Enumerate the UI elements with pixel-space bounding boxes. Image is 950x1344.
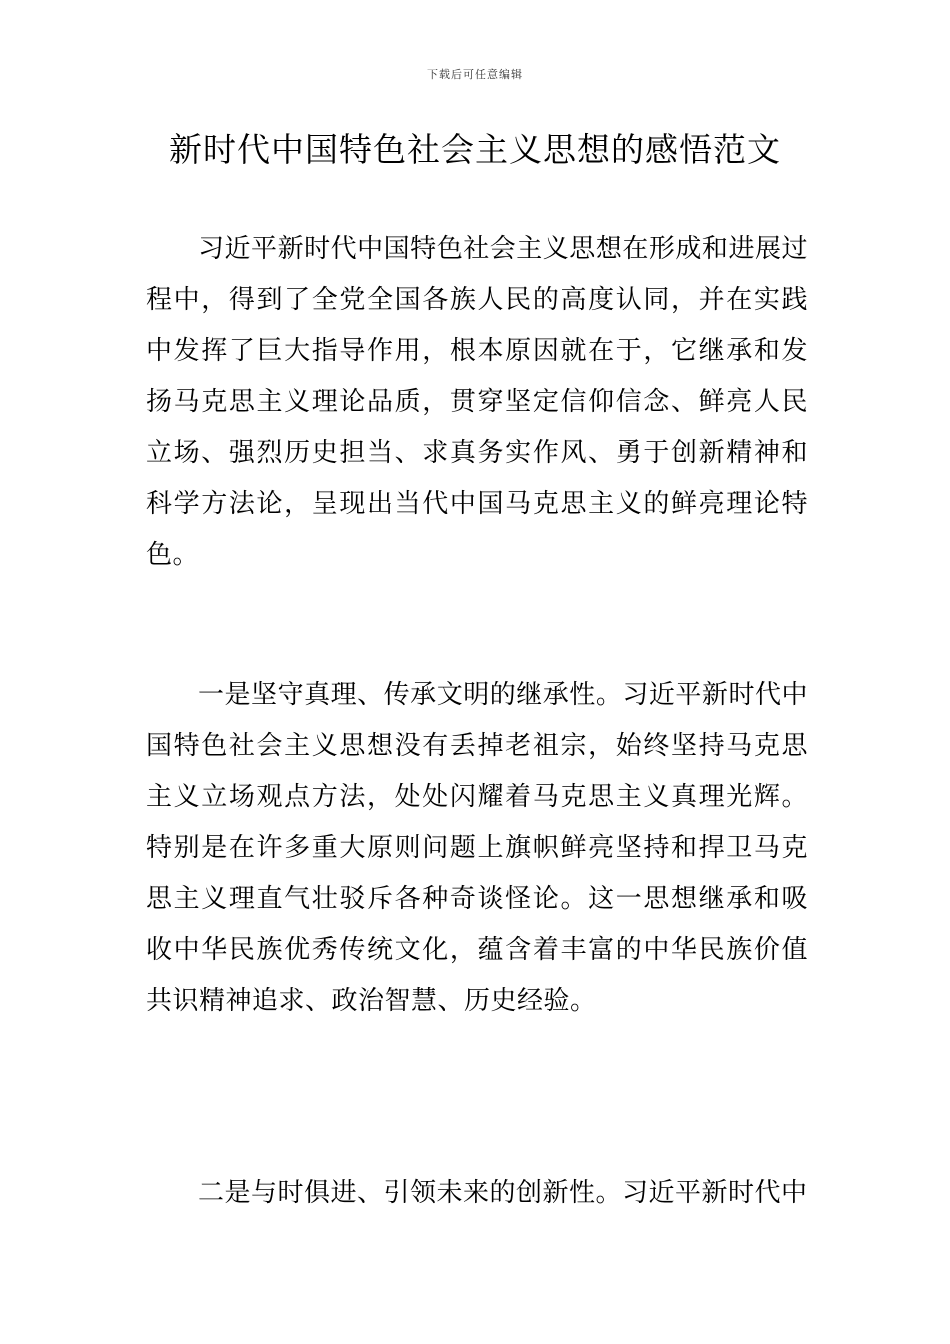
document-title: 新时代中国特色社会主义思想的感悟范文 xyxy=(169,130,781,169)
header-note: 下载后可任意编辑 xyxy=(427,68,523,81)
paragraph-point-one: 一是坚守真理、传承文明的继承性。习近平新时代中国特色社会主义思想没有丢掉老祖宗，始终坚持马克思主义立场观点方法，处处闪耀着马克思主义真理光辉。特别是在许多重大原则问题上旗帜鲜亮坚持和捍卫马克思主义理直气壮驳斥各种奇谈怪论。这一思想继承和吸收中华民族优秀传统文化，蕴含着丰富的中华民族价值共识精神追求、政治智慧、历史经验。 xyxy=(146,680,808,1016)
paragraph-point-two: 二是与时俱进、引领未来的创新性。习近平新时代中 xyxy=(198,1178,808,1208)
paragraph-intro: 习近平新时代中国特色社会主义思想在形成和进展过程中，得到了全党全国各族人民的高度认同，并在实践中发挥了巨大指导作用，根本原因就在于，它继承和发扬马克思主义理论品质，贯穿坚定信仰信念、鲜亮人民立场、强烈历史担当、求真务实作风、勇于创新精神和科学方法论，呈现出当代中国马克思主义的鲜亮理论特色。 xyxy=(146,234,808,570)
